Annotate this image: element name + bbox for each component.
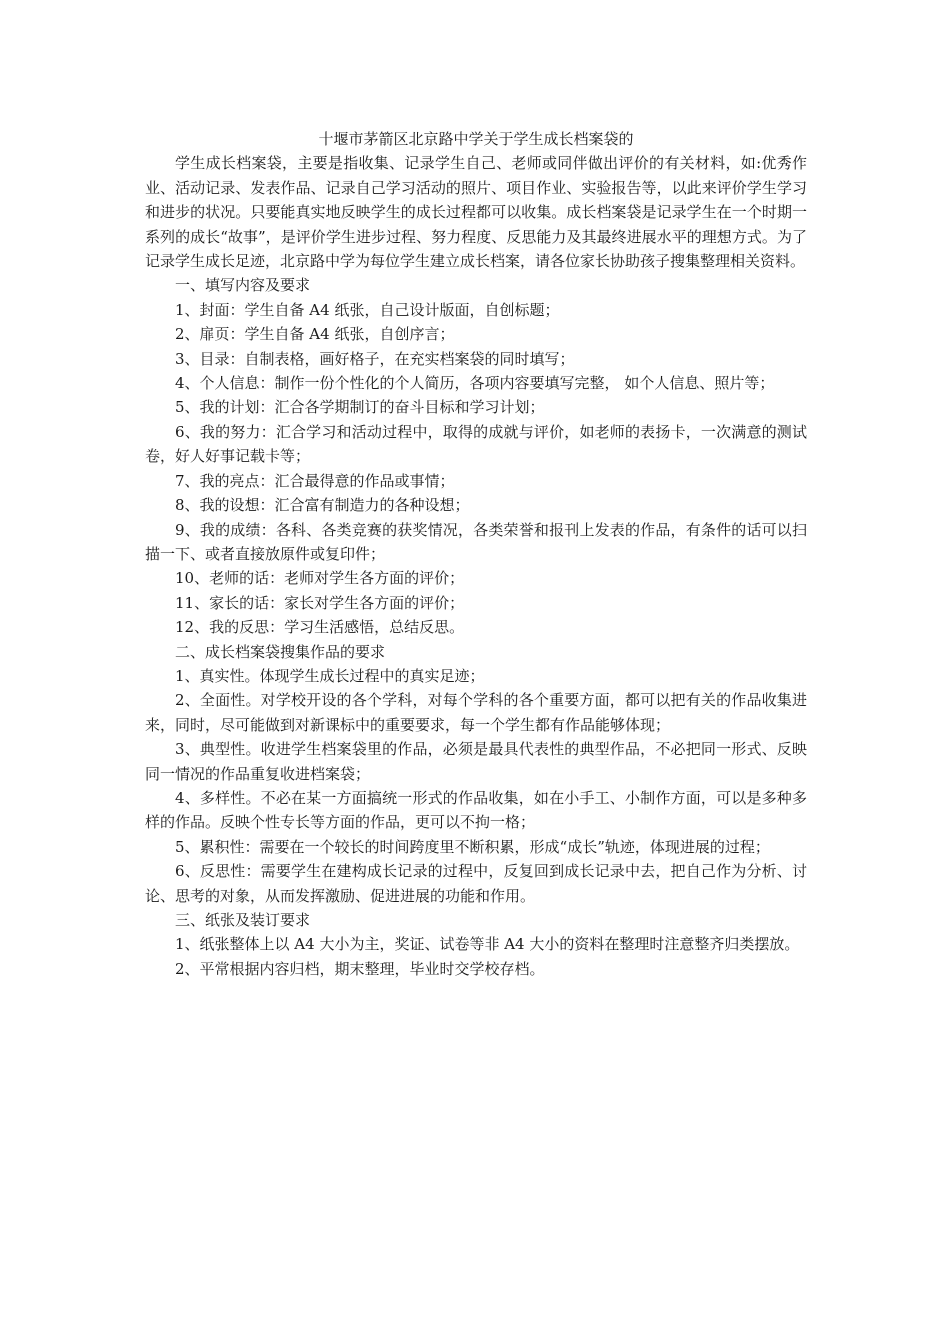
section-heading: 一、填写内容及要求 (175, 276, 311, 295)
list-item: 6、我的努力：汇合学习和活动过程中，取得的成就与评价，如老师的表扬卡，一次满意的测试卷，好人好事记载卡等； (145, 422, 807, 466)
list-item: 10、老师的话：老师对学生各方面的评价； (175, 569, 465, 588)
list-item: 5、我的计划：汇合各学期制订的奋斗目标和学习计划； (175, 398, 545, 417)
intro-paragraph: 学生成长档案袋，主要是指收集、记录学生自己、老师或同伴做出评价的有关材料，如:优秀作业、活动记录、发表作品、记录自己学习活动的照片、项目作业、实验报告等，以此来评价学生学习和进步的状况。只要能真实地反映学生的成长过程都可以收集。成长档案袋是记录学生在一个时期一系列的成长“故事”，是评价学生进步过程、努力程度、反思能力及其最终进展水平的理想方式。为了记录学生成长足迹，北京路中学为每位学生建立成长档案，请各位家长协助孩子搜集整理相关资料。 (145, 154, 807, 271)
list-item: 3、典型性。收进学生档案袋里的作品，必须是最具代表性的典型作品，不必把同一形式、反映同一情况的作品重复收进档案袋； (145, 740, 807, 783)
list-item: 2、全面性。对学校开设的各个学科，对每个学科的各个重要方面，都可以把有关的作品收集进来，同时，尽可能做到对新课标中的重要要求，每一个学生都有作品能够体现； (145, 691, 807, 734)
list-item: 1、真实性。体现学生成长过程中的真实足迹； (175, 666, 485, 685)
list-item: 5、累积性：需要在一个较长的时间跨度里不断积累，形成“成长”轨迹，体现进展的过程； (175, 837, 770, 856)
list-item: 9、我的成绩：各科、各类竞赛的获奖情况，各类荣誉和报刊上发表的作品，有条件的话可以扫描一下、或者直接放原件或复印件； (145, 520, 807, 563)
list-item: 7、我的亮点：汇合最得意的作品或事情； (175, 471, 455, 490)
list-item: 11、家长的话：家长对学生各方面的评价； (175, 593, 465, 612)
list-item: 8、我的设想：汇合富有制造力的各种设想； (175, 496, 470, 515)
list-item: 4、多样性。不必在某一方面搞统一形式的作品收集，如在小手工、小制作方面，可以是多种多样的作品。反映个性专长等方面的作品，更可以不拘一格； (145, 788, 807, 832)
list-item: 3、目录：自制表格，画好格子，在充实档案袋的同时填写； (175, 349, 575, 368)
document-body (145, 127, 807, 981)
list-item: 2、平常根据内容归档，期末整理，毕业时交学校存档。 (175, 959, 545, 978)
section-heading: 三、纸张及装订要求 (175, 911, 311, 929)
list-item: 4、个人信息：制作一份个性化的个人简历，各项内容要填写完整， 如个人信息、照片等； (175, 374, 775, 393)
list-item: 12、我的反思：学习生活感悟，总结反思。 (175, 618, 465, 637)
document-title: 十堰市茅箭区北京路中学关于学生成长档案袋的 (318, 130, 634, 148)
list-item: 1、纸张整体上以 A4 大小为主，奖证、试卷等非 A4 大小的资料在整理时注意整齐归类摆放。 (175, 935, 800, 954)
list-item: 6、反思性：需要学生在建构成长记录的过程中，反复回到成长记录中去，把自己作为分析、讨论、思考的对象，从而发挥激励、促进进展的功能和作用。 (145, 862, 807, 905)
list-item: 1、封面：学生自备 A4 纸张，自己设计版面，自创标题； (175, 300, 560, 319)
section-heading: 二、成长档案袋搜集作品的要求 (175, 642, 386, 661)
list-item: 2、扉页：学生自备 A4 纸张，自创序言； (175, 325, 455, 344)
